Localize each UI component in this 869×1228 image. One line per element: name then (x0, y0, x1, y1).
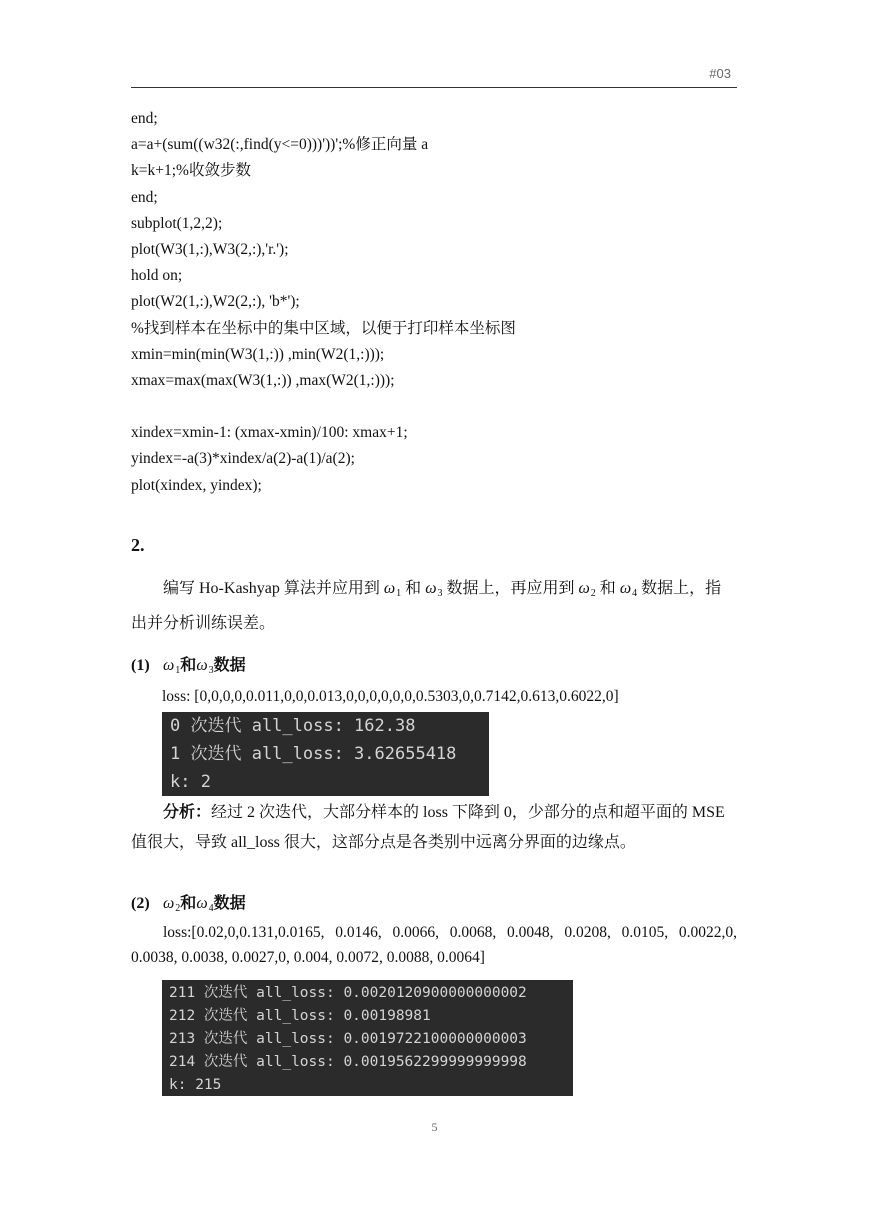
terminal-line: k: 215 (169, 1077, 222, 1093)
header-tag: #03 (709, 66, 731, 81)
code-line: end; (131, 110, 158, 127)
code-line: yindex=-a(3)*xindex/a(2)-a(1)/a(2); (131, 450, 355, 468)
code-line (131, 394, 751, 420)
code-line: end; (131, 188, 158, 206)
terminal-line: k: 2 (170, 772, 211, 792)
terminal-line: 1 次迭代 all_loss: 3.62655418 (170, 744, 457, 764)
subsection-2-heading: (2) $\omega_2$和$\omega_4$数据 (131, 895, 246, 914)
code-line: a=a+(sum((w32(:,find(y<=0)))'))';%修正向量 a (131, 136, 429, 154)
code-line: plot(W3(1,:),W3(2,:),'r.'); (131, 240, 289, 258)
sub2-terminal-output (162, 980, 573, 1096)
header-rule (131, 87, 737, 88)
terminal-line: 212 次迭代 all_loss: 0.00198981 (169, 1008, 431, 1024)
subsection-1-heading: (1) $\omega_1$和$\omega_3$数据 (131, 657, 246, 676)
page-number: 5 (431, 1120, 438, 1134)
section-intro: 编写 Ho-Kashyap 算法并应用到 $\omega_1$ 和 $\omega_3$ 数据上，再应用到 $\omega_2$ 和 $\omega_4$ 数据上，指出并分析训练误差。 (131, 580, 722, 632)
code-line: xindex=xmin-1: (xmax-xmin)/100: xmax+1; (131, 424, 408, 442)
sub2-loss-values: loss:[0.02,0,0.131,0.0165, 0.0146, 0.0066, 0.0068, 0.0048, 0.0208, 0.0105, 0.0022,0, 0.0038, 0.0038, 0.0027,0, 0.004, 0.0072, 0.0088, 0.0064] (131, 924, 737, 966)
terminal-line: 213 次迭代 all_loss: 0.0019722100000000003 (169, 1031, 527, 1047)
code-line: hold on; (131, 267, 183, 285)
sub1-loss-values: loss: [0,0,0,0,0.011,0,0,0.013,0,0,0,0,0,0,0.5303,0,0.7142,0.613,0.6022,0] (162, 688, 619, 705)
terminal-line: 211 次迭代 all_loss: 0.0020120900000000002 (169, 985, 527, 1001)
code-line: xmin=min(min(W3(1,:)) ,min(W2(1,:))); (131, 345, 385, 363)
terminal-line: 214 次迭代 all_loss: 0.0019562299999999998 (169, 1054, 527, 1070)
code-line: plot(xindex, yindex); (131, 476, 262, 494)
code-line: subplot(1,2,2); (131, 214, 223, 232)
sub1-analysis: 分析：经过 2 次迭代，大部分样本的 loss 下降到 0，少部分的点和超平面的 MSE 值很大，导致 all_loss 很大，这部分点是各类别中远离分界面的边缘点。 (131, 804, 725, 851)
sub1-terminal-output (162, 712, 489, 796)
code-line: %找到样本在坐标中的集中区域，以便于打印样本坐标图 (131, 319, 516, 337)
section-title: 2. (131, 535, 145, 555)
code-line: k=k+1;%收敛步数 (131, 162, 251, 180)
terminal-line: 0 次迭代 all_loss: 162.38 (170, 716, 416, 736)
code-line: xmax=max(max(W3(1,:)) ,max(W2(1,:))); (131, 371, 395, 389)
code-listing (131, 106, 751, 499)
code-line: plot(W2(1,:),W2(2,:), 'b*'); (131, 293, 300, 311)
